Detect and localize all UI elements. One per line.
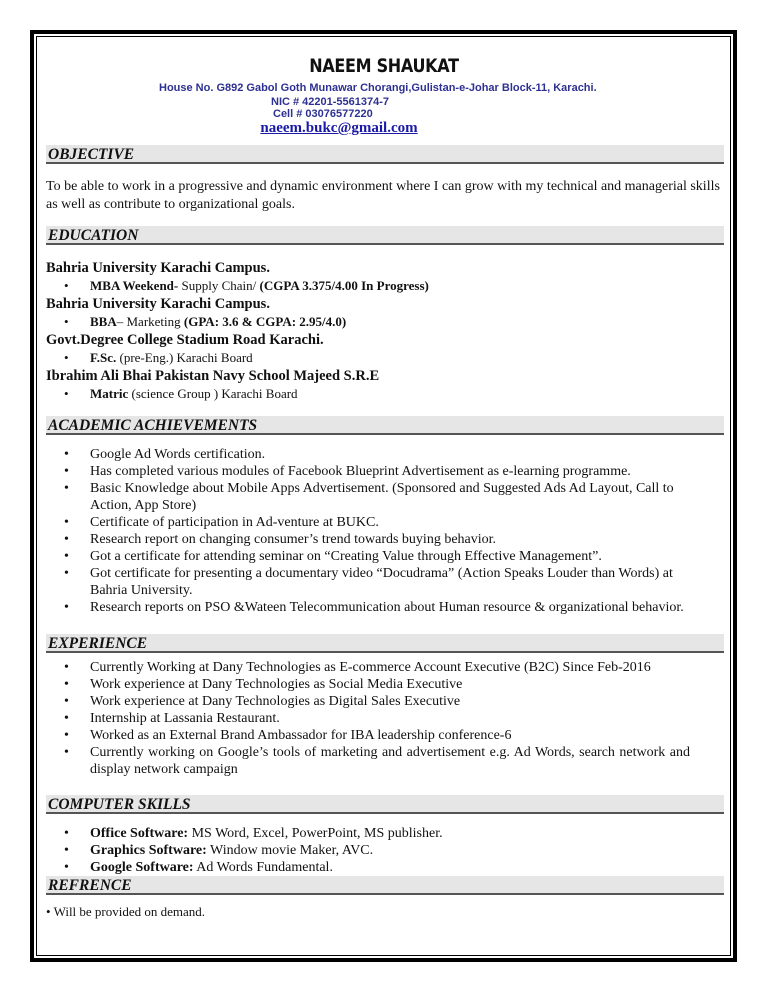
degree-name: Matric (90, 386, 129, 401)
email-link[interactable]: naeem.bukc@gmail.com (260, 120, 418, 136)
achievement-item (46, 599, 690, 616)
nic-number: NIC # 42201-5561374-7 (271, 96, 390, 108)
achievement-item-text: Has completed various modules of Facebook Blueprint Advertisement as e-learning programme. (90, 464, 631, 479)
degree-detail: – Marketing (116, 314, 184, 329)
experience-item (46, 659, 690, 676)
skill-label: Graphics Software: (90, 843, 207, 858)
degree-item (46, 349, 690, 367)
experience-list (46, 659, 726, 778)
experience-item-text: Worked as an External Brand Ambassador for IBA leadership conference-6 (90, 728, 512, 743)
degree-name: MBA Weekend- (90, 278, 179, 293)
achievement-item-text: Research report on changing consumer’s trend towards buying behavior. (90, 532, 497, 547)
skill-label: Google Software: (90, 860, 194, 875)
candidate-name: NAEEM SHAUKAT (309, 54, 459, 77)
degree-grade: (CGPA 3.375/4.00 In Progress) (259, 278, 429, 293)
school-name: Bahria University Karachi Campus. (46, 296, 270, 312)
skill-item (46, 825, 690, 842)
bullet: • (64, 532, 69, 547)
achievement-item (46, 480, 690, 514)
experience-item-text: Internship at Lassania Restaurant. (90, 711, 280, 726)
experience-item (46, 676, 690, 693)
achievement-item (46, 531, 690, 548)
reference-text (46, 903, 726, 920)
degree-detail: Supply Chain/ (178, 278, 260, 293)
experience-item-text: Currently working on Google’s tools of marketing and advertisement e.g. Ad Words, search network and display network campaign (90, 745, 690, 777)
degree-detail: (pre-Eng.) Karachi Board (116, 350, 253, 365)
bullet: • (64, 515, 69, 530)
bullet: • (64, 464, 69, 479)
achievement-item-text: Got a certificate for attending seminar on “Creating Value through Effective Management”. (90, 549, 602, 564)
bullet: • (64, 386, 69, 401)
experience-item-text: Work experience at Dany Technologies as Digital Sales Executive (90, 694, 461, 709)
degree-item (46, 313, 690, 331)
section-header-objective: OBJECTIVE (46, 145, 724, 164)
degree-grade: (GPA: 3.6 & CGPA: 2.95/4.0) (183, 314, 347, 329)
bullet: • (64, 566, 69, 581)
bullet: • (64, 660, 69, 675)
degree-item (46, 385, 690, 403)
degree-name: BBA (90, 314, 117, 329)
bullet: • (64, 728, 69, 743)
skill-item (46, 859, 690, 876)
achievement-item (46, 446, 690, 463)
achievement-item-text: Google Ad Words certification. (90, 447, 266, 462)
bullet: • (64, 314, 69, 329)
achievement-item-text: Got certificate for presenting a documentary video “Docudrama” (Action Speaks Louder than Words) at Bahria University. (90, 566, 673, 598)
section-header-education: EDUCATION (46, 226, 724, 245)
skill-label: Office Software: (90, 826, 189, 841)
experience-item-text: Work experience at Dany Technologies as Social Media Executive (90, 677, 463, 692)
section-header-experience: EXPERIENCE (46, 634, 724, 653)
section-header-reference: REFRENCE (46, 876, 724, 895)
skill-value: Window movie Maker, AVC. (206, 843, 374, 858)
section-header-achievements: ACADEMIC ACHIEVEMENTS (46, 416, 724, 435)
school-name: Govt.Degree College Stadium Road Karachi. (46, 332, 324, 348)
reference-value: Will be provided on demand. (53, 904, 206, 919)
experience-item (46, 727, 690, 744)
school-name: Bahria University Karachi Campus. (46, 260, 270, 276)
experience-item (46, 744, 690, 778)
skill-value: Ad Words Fundamental. (193, 860, 333, 875)
bullet: • (64, 278, 69, 293)
cell-number: Cell # 03076577220 (273, 108, 373, 120)
bullet: • (64, 350, 69, 365)
achievement-item (46, 514, 690, 531)
degree-item (46, 277, 690, 295)
achievement-item-text: Basic Knowledge about Mobile Apps Advertisement. (Sponsored and Suggested Ads Ad Layout, Call to Action, App Store) (90, 481, 674, 513)
bullet: • (64, 481, 69, 496)
skills-list (46, 825, 726, 876)
achievement-item-text: Research reports on PSO &Wateen Telecommunication about Human resource & organizational behavior. (90, 600, 684, 615)
achievement-item (46, 548, 690, 565)
education-list (46, 259, 726, 403)
bullet: • (64, 694, 69, 709)
achievement-item (46, 463, 690, 480)
bullet: • (64, 600, 69, 615)
achievements-list (46, 446, 726, 616)
section-header-computer-skills: COMPUTER SKILLS (46, 795, 724, 814)
bullet: • (64, 549, 69, 564)
experience-item (46, 710, 690, 727)
skill-value: MS Word, Excel, PowerPoint, MS publisher. (188, 826, 443, 841)
achievement-item-text: Certificate of participation in Ad-venture at BUKC. (90, 515, 379, 530)
address: House No. G892 Gabol Goth Munawar Chorangi,Gulistan-e-Johar Block-11, Karachi. (159, 82, 597, 94)
school-name: Ibrahim Ali Bhai Pakistan Navy School Majeed S.R.E (46, 368, 380, 384)
bullet: • (64, 843, 69, 858)
skill-item (46, 842, 690, 859)
degree-name: F.Sc. (90, 350, 117, 365)
bullet: • (64, 745, 69, 760)
objective-text: To be able to work in a progressive and dynamic environment where I can grow with my technical and managerial skills as well as contribute to organizational goals. (46, 179, 720, 212)
bullet: • (64, 447, 69, 462)
bullet: • (46, 904, 51, 919)
experience-item-text: Currently Working at Dany Technologies as E-commerce Account Executive (B2C) Since Feb-2016 (90, 660, 651, 675)
bullet: • (64, 860, 69, 875)
experience-item (46, 693, 690, 710)
degree-detail: (science Group ) Karachi Board (128, 386, 298, 401)
bullet: • (64, 711, 69, 726)
bullet: • (64, 826, 69, 841)
achievement-item (46, 565, 690, 599)
bullet: • (64, 677, 69, 692)
